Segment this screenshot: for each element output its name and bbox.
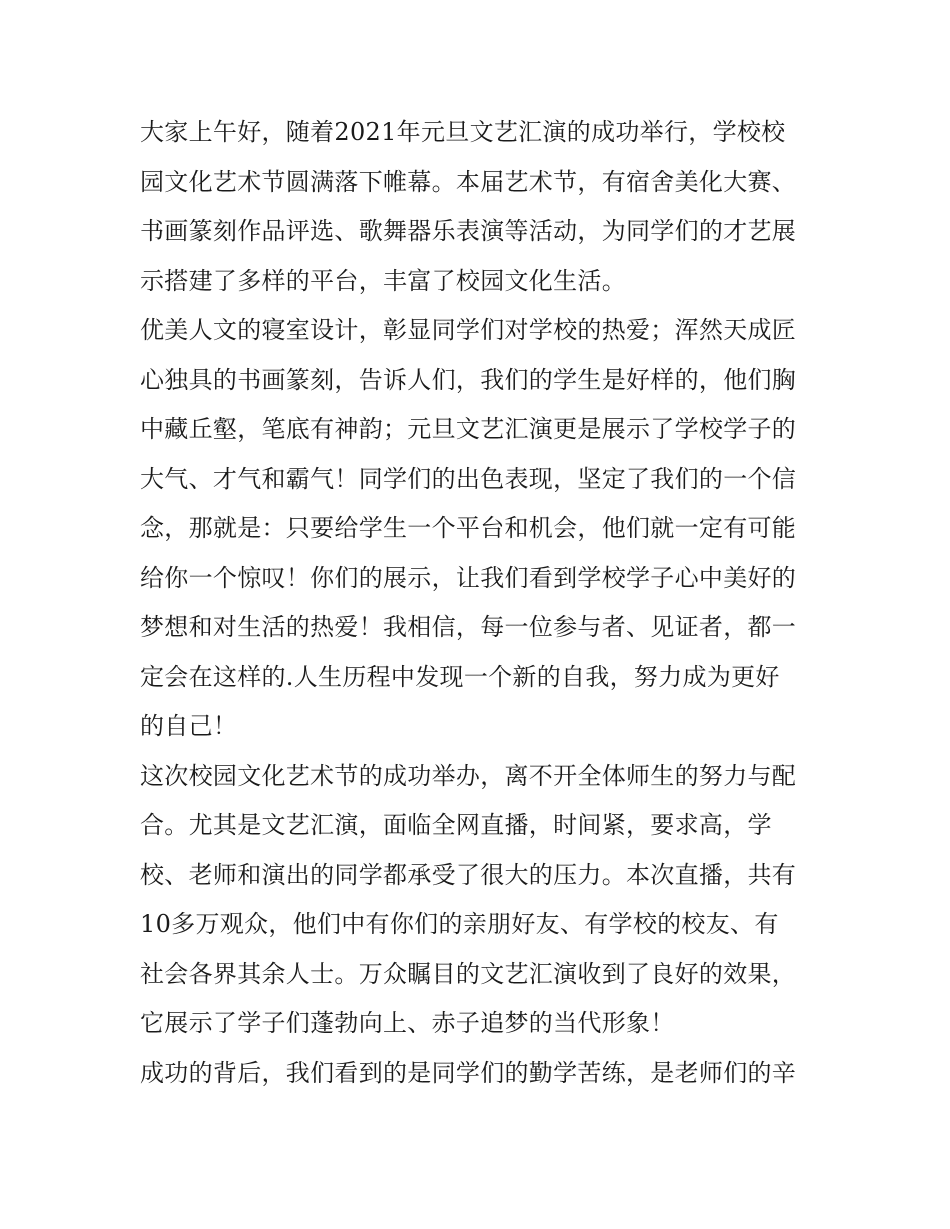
text-line: 大家上午好，随着2021年元旦文艺汇演的成功举行，学校校 <box>140 118 786 146</box>
text-line: 这次校园文化艺术节的成功举办，离不开全体师生的努力与配 <box>140 761 797 790</box>
text-line: 园文化艺术节圆满落下帷幕。本届艺术节，有宿舍美化大赛、 <box>140 167 797 196</box>
text-line: 心独具的书画篆刻，告诉人们，我们的学生是好样的，他们胸 <box>140 365 797 394</box>
text-line: 大气、才气和霸气！同学们的出色表现，坚定了我们的一个信 <box>140 464 797 493</box>
text-line: 示搭建了多样的平台，丰富了校园文化生活。 <box>140 266 626 295</box>
text-line: 的自己！ <box>140 712 238 740</box>
document-body <box>140 108 820 1098</box>
text-line: 成功的背后，我们看到的是同学们的勤学苦练，是老师们的辛 <box>140 1058 797 1087</box>
text-line: 念，那就是：只要给学生一个平台和机会，他们就一定有可能 <box>140 514 797 542</box>
text-line: 社会各界其余人士。万众瞩目的文艺汇演收到了良好的效果， <box>140 959 797 988</box>
text-line: 中藏丘壑，笔底有神韵；元旦文艺汇演更是展示了学校学子的 <box>140 415 797 443</box>
text-line: 校、老师和演出的同学都承受了很大的压力。本次直播，共有 <box>140 860 797 889</box>
text-line: 定会在这样的.人生历程中发现一个新的自我，努力成为更好 <box>140 662 780 691</box>
text-line: 优美人文的寝室设计，彰显同学们对学校的热爱；浑然天成匠 <box>140 316 797 344</box>
text-line: 给你一个惊叹！你们的展示，让我们看到学校学子心中美好的 <box>140 563 797 592</box>
text-line: 梦想和对生活的热爱！我相信，每一位参与者、见证者，都一 <box>140 613 797 641</box>
text-line: 书画篆刻作品评选、歌舞器乐表演等活动，为同学们的才艺展 <box>140 217 797 245</box>
text-line: 10多万观众，他们中有你们的亲朋好友、有学校的校友、有 <box>140 910 779 938</box>
text-line: 它展示了学子们蓬勃向上、赤子追梦的当代形象！ <box>140 1009 675 1037</box>
text-line: 合。尤其是文艺汇演，面临全网直播，时间紧，要求高，学 <box>140 811 772 839</box>
